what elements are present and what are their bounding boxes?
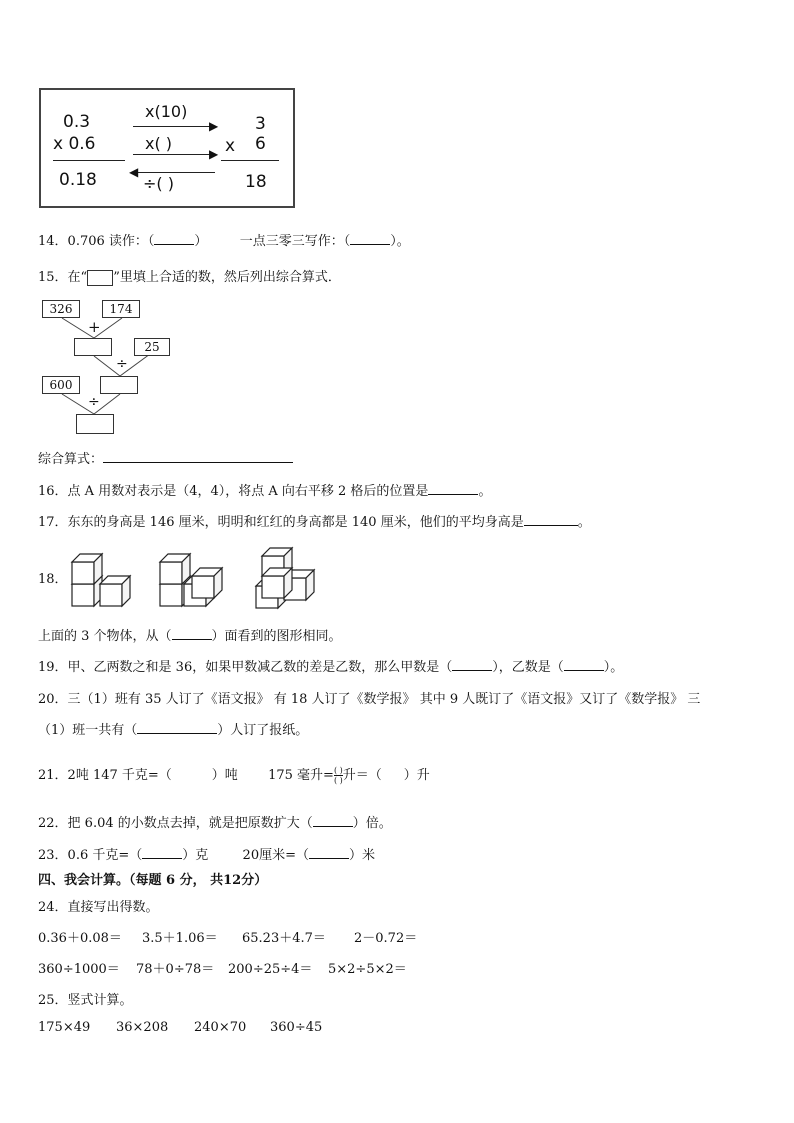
answer-blank[interactable]	[350, 232, 390, 245]
q15-formula: 综合算式：	[38, 448, 293, 467]
answer-blank[interactable]	[137, 721, 217, 734]
question-17: 17．东东的身高是 146 厘米，明明和红红的身高都是 140 厘米，他们的平均身高是 。	[38, 515, 591, 530]
fig-arrow-top-head: ▶	[209, 119, 219, 133]
fig-arrow-bot	[133, 172, 215, 173]
question-22: 22．把 6.04 的小数点去掉，就是把原数扩大（ ）倍。	[38, 816, 392, 831]
fig-op-top: x(10)	[145, 102, 188, 121]
q15-tree-diagram	[40, 298, 190, 438]
question-19: 19．甲、乙两数之和是 36，如果甲数减乙数的差是乙数，那么甲数是（ ），乙数是（ ）。	[38, 660, 624, 675]
question-25-title: 25．竖式计算。	[38, 993, 133, 1008]
question-23: 23．0.6 千克=（ ）克 20厘米=（ ）米	[38, 848, 375, 863]
tree-operator: +	[88, 318, 101, 336]
question-18-number: 18．	[38, 572, 68, 587]
fig-left-rule	[53, 160, 125, 161]
question-14: 14．0.706 读作：（ ） 一点三零三写作：（ ）。	[38, 234, 410, 249]
answer-blank[interactable]	[309, 846, 349, 859]
answer-blank[interactable]	[524, 513, 578, 526]
question-20-line2: （1）班一共有（ ）人订了报纸。	[38, 723, 309, 738]
fig-factor-a: 0.3	[63, 112, 91, 132]
tree-number-box: 25	[134, 338, 170, 356]
q24-row-1: 0.36＋0.08＝ 3.5＋1.06＝ 65.23＋4.7＝ 2－0.72＝	[38, 931, 418, 946]
tree-answer-box[interactable]	[74, 338, 112, 356]
fig-op-mid: x( )	[145, 134, 173, 153]
cube-figure-1	[72, 554, 130, 606]
question-16: 16．点 A 用数对表示是（4，4），将点 A 向右平移 2 格后的位置是 。	[38, 484, 492, 499]
fig-arrow-mid-head: ▶	[209, 147, 219, 161]
q25-items: 175×49 36×208 240×70 360÷45	[38, 1020, 323, 1035]
question-21: 21．2吨 147 千克=（ ）吨 175 毫升= ( ) ( ) 升＝（ ）升	[38, 766, 430, 785]
empty-box-icon	[87, 270, 113, 286]
cube-figures	[66, 542, 366, 614]
fig-right-num: 3	[255, 114, 266, 134]
tree-connectors	[40, 298, 190, 438]
fig-left-product: 0.18	[59, 170, 97, 190]
tree-operator: ÷	[88, 394, 100, 410]
fig-right-den: 6	[255, 134, 266, 154]
answer-blank[interactable]	[172, 627, 212, 640]
question-18-text: 上面的 3 个物体，从（ ）面看到的图形相同。	[38, 629, 342, 644]
cube-figure-3	[256, 548, 314, 608]
question-24-title: 24．直接写出得数。	[38, 900, 159, 915]
tree-answer-box[interactable]	[100, 376, 138, 394]
fig-factor-b: x 0.6	[53, 134, 96, 154]
fig-arrow-bot-head: ◀	[129, 165, 139, 179]
tree-number-box: 174	[102, 300, 140, 318]
fig-right-product: 18	[245, 172, 267, 192]
section-4-heading: 四、我会计算。（每题 6 分， 共12分）	[38, 873, 268, 888]
fig-arrow-top	[133, 126, 215, 127]
tree-number-box: 326	[42, 300, 80, 318]
answer-blank[interactable]	[564, 658, 604, 671]
cube-figure-2	[160, 554, 222, 606]
fig-right-times: x	[225, 136, 236, 156]
answer-blank[interactable]	[452, 658, 492, 671]
fig-right-rule	[221, 160, 279, 161]
question-15: 15．在“ ”里填上合适的数，然后列出综合算式．	[38, 270, 341, 285]
question-20-line1: 20．三（1）班有 35 人订了《语文报》 有 18 人订了《数学报》 其中 9 人既订了《语文报》又订了《数学报》 三	[38, 692, 701, 707]
fraction: ( ) ( )	[333, 766, 343, 785]
answer-blank[interactable]	[313, 814, 353, 827]
tree-answer-box[interactable]	[76, 414, 114, 434]
tree-operator: ÷	[116, 356, 128, 372]
answer-blank[interactable]	[154, 232, 194, 245]
q24-row-2: 360÷1000＝ 78＋0÷78＝ 200÷25÷4＝ 5×2÷5×2＝	[38, 962, 407, 977]
fig-op-bot: ÷( )	[143, 174, 174, 193]
fig-arrow-mid	[133, 154, 215, 155]
formula-blank[interactable]	[103, 450, 293, 463]
q13-figure	[39, 88, 295, 208]
answer-blank[interactable]	[142, 846, 182, 859]
tree-number-box: 600	[42, 376, 80, 394]
answer-blank[interactable]	[428, 482, 478, 495]
